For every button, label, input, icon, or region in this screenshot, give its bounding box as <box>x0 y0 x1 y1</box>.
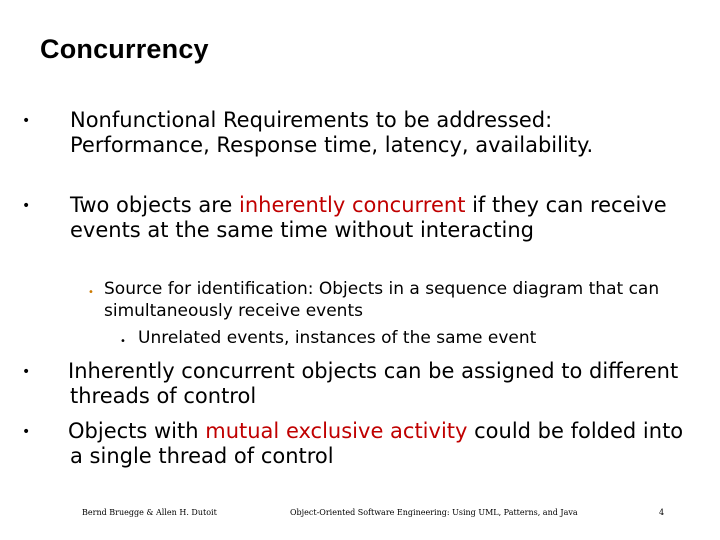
sub-bullet-dot: • <box>88 287 94 298</box>
bullet-text: if they can receive events at the same time without interacting <box>70 193 667 242</box>
bullet-assigned-threads <box>22 359 692 409</box>
bullet-dot: • <box>22 198 31 214</box>
footer-page-number: 4 <box>659 508 665 517</box>
bullet-dot: • <box>22 424 31 440</box>
sub-bullet-text: Source for identification: Objects in a sequence diagram that can simultaneously receive events <box>104 279 660 321</box>
bullet-dot: • <box>22 113 31 129</box>
bullet-text: Inherently concurrent objects can be assigned to different threads of control <box>68 359 679 408</box>
slide-title: Concurrency <box>40 34 209 64</box>
bullet-mutual-exclusive <box>22 419 692 469</box>
footer-authors: Bernd Bruegge & Allen H. Dutoit <box>82 508 217 517</box>
sub-sub-bullet-text: Unrelated events, instances of the same event <box>138 328 537 348</box>
sub-bullet-source-identification <box>88 278 688 322</box>
bullet-nonfunctional-requirements <box>22 108 692 158</box>
title-divider <box>0 86 720 87</box>
emphasis-inherently-concurrent: inherently concurrent <box>239 193 466 217</box>
footer-book-title: Object-Oriented Software Engineering: Using UML, Patterns, and Java <box>290 508 578 517</box>
bullet-text: Nonfunctional Requirements to be addressed: Performance, Response time, latency, availability. <box>70 108 594 157</box>
bullet-text: could be folded into a single thread of control <box>70 419 684 468</box>
emphasis-mutual-exclusive: mutual exclusive activity <box>205 419 468 443</box>
sub-sub-bullet-unrelated-events <box>120 327 680 349</box>
bullet-dot: • <box>22 364 31 380</box>
bullet-text: Two objects are <box>70 193 240 217</box>
bullet-inherently-concurrent <box>22 193 692 243</box>
bullet-text: Objects with <box>68 419 206 443</box>
sub-sub-bullet-dot: • <box>120 336 126 347</box>
